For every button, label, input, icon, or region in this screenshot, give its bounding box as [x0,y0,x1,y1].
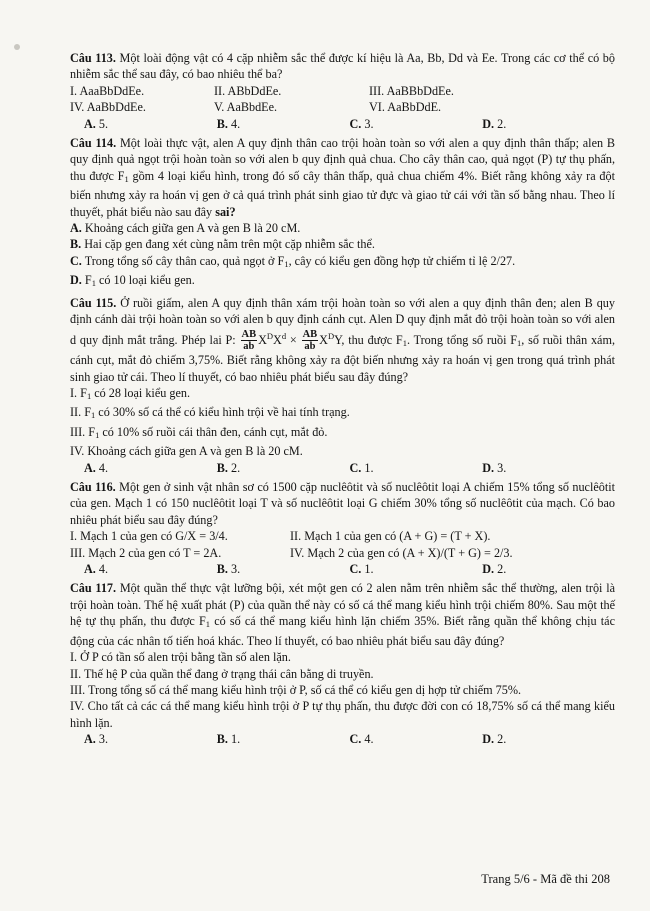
question-text: Ở ruồi giấm, alen A quy định thân xám trội hoàn toàn so với alen a quy định thân đen; alen B quy định cánh dài trội hoàn toàn so với alen b quy định cánh cụt. Alen D quy định mắt đỏ trội hoàn toàn so với alen d quy định mắt trắng. Phép lai P: [70,295,615,347]
statement-iv: IV. Khoảng cách giữa gen A và gen B là 20 cM. [70,444,303,459]
statement-row-2 [70,99,615,115]
statement-iv: IV. AaBbDdEe. [70,100,146,115]
chromosome-x: X [319,332,328,347]
answer-a: A. 4. [84,562,109,577]
statement-i: I. Mạch 1 của gen có G/X = 3/4. [70,529,228,544]
answer-b: B. 4. [216,116,241,131]
option-b: B. Hai cặp gen đang xét cùng nằm trên một cặp nhiễm sắc thể. [70,237,375,252]
answer-a: A. 3. [84,732,109,747]
question-113 [70,50,615,132]
question-114 [70,135,615,292]
statement-iii: III. Mạch 2 của gen có T = 2A. [70,545,222,560]
statement-ii: II. Mạch 1 của gen có (A + G) = (T + X). [290,529,491,544]
question-number: Câu 116. [70,480,116,495]
cross-sign: × [286,332,301,347]
answer-c: C. 4. [349,732,374,747]
statement-ii: II. $F_1$ có 30% số cá thể có kiểu hình trội về hai tính trạng. [70,405,350,421]
question-text-cont: . Trong tổng số ruồi F [406,332,518,347]
question-text: Một loài thực vật, alen A quy định thân cao trội hoàn toàn so với alen a quy định thân thấp; alen B quy định quả ngọt trội hoàn toàn so với alen b quy định quả chua. Cho cây thân cao, quả ngọt (P) tự thụ phấn, thu được F [70,136,616,183]
answer-a: A. 5. [84,116,109,131]
question-116 [70,479,615,577]
answer-d: D. 2. [482,562,507,577]
statement-vi: VI. AaBbDdE. [369,100,442,115]
answer-options [70,731,615,747]
question-text: Một quần thể thực vật lưỡng bội, xét một gen có 2 alen nằm trên nhiễm sắc thể thường, alen trội là trội hoàn toàn. Thế hệ xuất phát (P) của quần thể này có số cá thể mang kiểu hình trội chiếm 80%. Sau một thế hệ tự thụ phấn, thu được F [70,581,615,629]
answer-b: B. 1. [216,732,241,747]
statement-ii: II. ABbDdEe. [214,83,282,98]
question-text-cont: gồm 4 loại kiểu hình, trong đó số cây thân thấp, quả chua chiếm 4%. Biết rằng không xảy ra đột biến nhưng xảy ra hoán vị gen ở cả quá trình phát sinh giao tử đực và giao tử cái với tần số bằng nhau. Theo lí thuyết, phát biểu nào sau đây [70,168,615,219]
answer-options [70,460,615,476]
option-c: C. Trong tổng số cây thân cao, quả ngọt ở $F_1$, cây có kiểu gen đồng hợp tử chiếm tỉ lệ 2/27. [70,253,516,269]
answer-c: C. 1. [349,562,374,577]
question-number: Câu 113. [70,51,116,65]
question-115: Câu 115. Ở ruồi giấm, alen A quy định thân xám trội hoàn toàn so với alen a quy định thân đen; alen B quy định cánh dài trội hoàn toàn so với alen b quy định cánh cụt. Alen D quy định mắt đỏ trội hoàn toàn so với alen d quy định mắt trắng. Phép lai P: $\frac{AB}{ab}$ $X^DX^d$ × $\frac{AB}{ab}$ $X^DY$, thu được $F_1$. Trong tổng số ruồi $F_1$, số ruồi thân xám, cánh cụt, mắt đỏ chiếm 3,75%. Biết rằng không xảy ra đột biến nhưng xảy ra hoán vị gen trong quá trình phát sinh giao tử cái. Theo lí thuyết, có bao nhiêu phát biểu sau đây đúng? I. $F_1$ có 28 loại kiểu gen. II. $F_1$ có 30% số cá thể có kiểu hình trội về hai tính trạng. III. $F_1$ có 10% số ruồi cái thân đen, cánh cụt, mắt đỏ. IV. Khoảng cách giữa gen A và gen B là 20 cM. A. 4. B. 2. C. 1. D. 3. [70,295,615,475]
question-number: Câu 114. [70,136,117,151]
statement-row-2 [70,545,615,561]
statement-v: V. AaBbdEe. [214,100,278,115]
statement-iii: III. Trong tổng số cá thể mang kiểu hình trội ở P, số cá thể có kiểu gen dị hợp tử chiếm 75%. [70,682,522,697]
statement-i: I. $F_1$ có 28 loại kiểu gen. [70,386,191,402]
option-d: D. $F_1$ có 10 loại kiểu gen. [70,273,195,289]
answer-d: D. 3. [482,460,507,475]
emphasis-word: sai [215,204,230,219]
question-number: Câu 117. [70,581,117,596]
answer-a: A. 4. [84,460,109,475]
question-text: Một loài động vật có 4 cặp nhiễm sắc thể được kí hiệu là Aa, Bb, Dd và Ee. Trong các cơ thể có bộ nhiễm sắc thể sau đây, có bao nhiêu thể ba? [70,51,615,82]
statement-iii: III. AaBBbDdEe. [369,83,454,98]
page-footer: Trang 5/6 - Mã đề thi 208 [481,872,610,886]
answer-c: C. 1. [349,460,374,475]
question-117 [70,580,615,747]
chromosome-x: X [273,332,282,347]
chromosome-x: X [258,332,267,347]
genotype-fraction-male: $\frac{AB}{ab}$ [302,329,318,353]
answer-d: D. 2. [482,732,507,747]
answer-options [70,116,615,132]
chromosome-y-text: Y, thu được F [334,332,403,347]
statement-i: I. AaaBbDdEe. [70,83,145,98]
statement-ii: II. Thế hệ P của quần thể đang ở trạng thái cân bằng di truyền. [70,666,374,681]
statement-iv: IV. Cho tất cả các cá thể mang kiểu hình trội ở P tự thụ phấn, thu được đời con có 18,75% số cá thể mang kiểu hình lặn. [70,699,615,730]
subscript: 1 [124,173,129,184]
answer-b: B. 3. [216,562,241,577]
question-number: Câu 115. [70,295,117,310]
scan-speck [14,44,20,50]
genotype-fraction-female: $\frac{AB}{ab}$ [241,329,257,353]
statement-row-1 [70,528,615,544]
answer-b: B. 2. [216,460,241,475]
statement-iii: III. $F_1$ có 10% số ruồi cái thân đen, cánh cụt, mắt đỏ. [70,424,328,440]
question-text-cont-2: , số ruồi thân xám, cánh cụt, mắt đỏ chiếm 3,75%. Biết rằng không xảy ra đột biến nhưng xảy ra hoán vị gen trong quá trình phát sinh giao tử cái. Theo lí thuyết, có bao nhiêu phát biểu sau đây đúng? [70,332,615,384]
question-text-cont: có số cá thể mang kiểu hình lặn chiếm 35%. Biết rằng quần thể không chịu tác động của các nhân tố tiến hoá khác. Theo lí thuyết, có bao nhiêu phát biểu sau đây đúng? [70,614,615,648]
exam-content [70,50,615,748]
statement-row-1 [70,83,615,99]
answer-c: C. 3. [349,116,374,131]
answer-d: D. 2. [482,116,507,131]
question-mark: ? [229,204,236,219]
option-a: A. Khoảng cách giữa gen A và gen B là 20 cM. [70,221,301,236]
statement-iv: IV. Mạch 2 của gen có (A + X)/(T + G) = 2/3. [290,545,513,560]
answer-options [70,561,615,577]
statement-i: I. Ở P có tần số alen trội bằng tần số alen lặn. [70,650,291,665]
subscript: 1 [205,619,211,630]
question-text: Một gen ở sinh vật nhân sơ có 1500 cặp nuclêôtit và số nuclêôtit loại A chiếm 15% tổng số nuclêôtit của gen. Mạch 1 có 150 nuclêôtit loại T và số nuclêôtit loại G chiếm 30% tổng số nuclêôtit của mạch. Có bao nhiêu phát biểu sau đây đúng? [70,480,615,527]
